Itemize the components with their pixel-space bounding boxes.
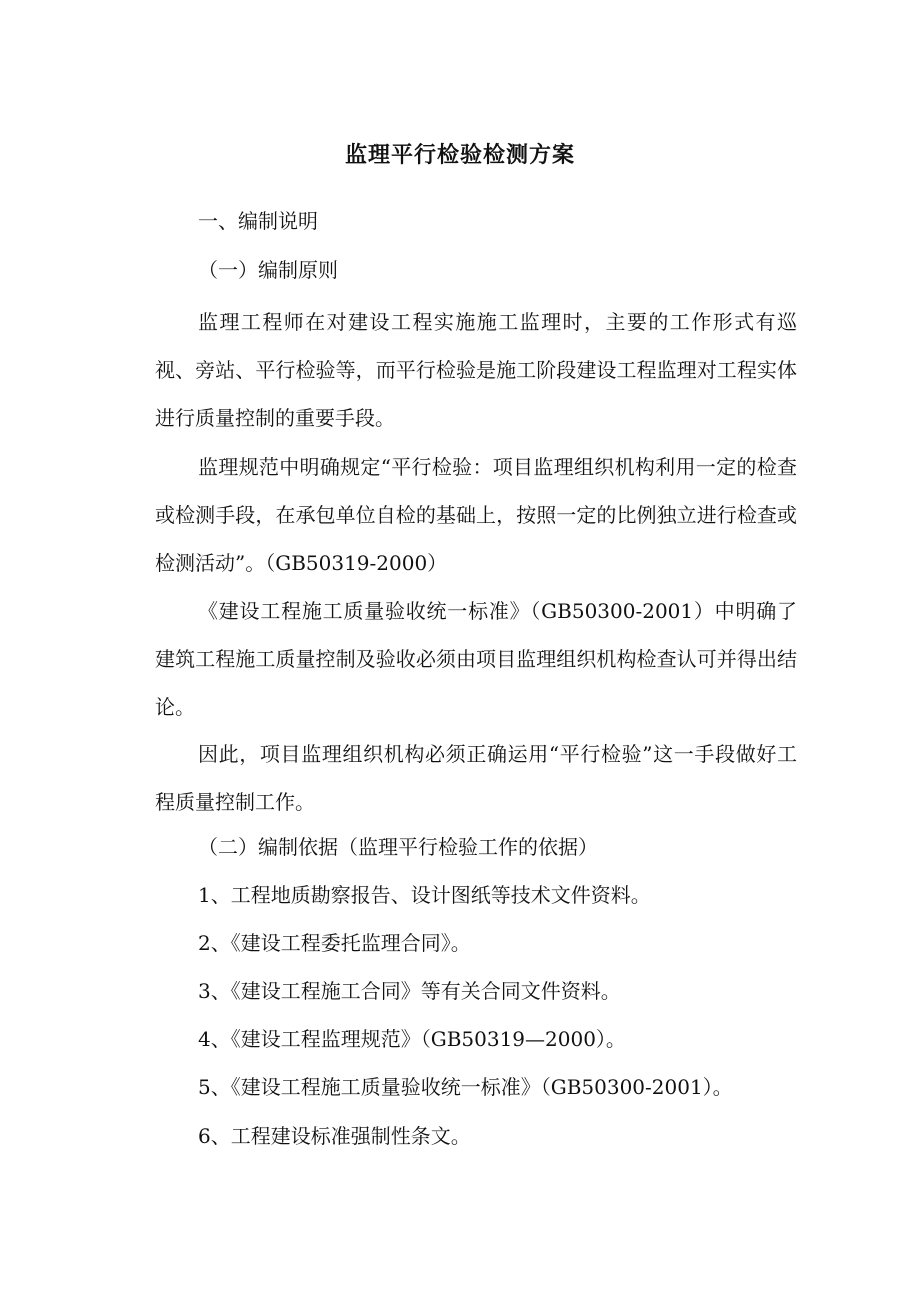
paragraph-principle-3: 《建设工程施工质量验收统一标准》（GB50300-2001）中明确了建筑工程施工质量控制及验收必须由项目监理组织机构检查认可并得出结论。	[155, 599, 797, 719]
basis-item-5: 5、《建设工程施工质量验收统一标准》（GB50300-2001）。	[198, 1075, 733, 1099]
paragraph-principle-1: 监理工程师在对建设工程实施施工监理时，主要的工作形式有巡视、旁站、平行检验等，而平行检验是施工阶段建设工程监理对工程实体进行质量控制的重要手段。	[155, 310, 797, 430]
section-heading-1: 一、编制说明	[198, 209, 318, 233]
basis-item-4: 4、《建设工程监理规范》（GB50319—2000）。	[198, 1027, 626, 1051]
basis-item-2: 2、《建设工程委托监理合同》。	[198, 931, 471, 955]
basis-item-6: 6、工程建设标准强制性条文。	[198, 1124, 471, 1148]
paragraph-principle-4: 因此，项目监理组织机构必须正确运用“平行检验”这一手段做好工程质量控制工作。	[155, 742, 797, 814]
basis-item-3: 3、《建设工程施工合同》等有关合同文件资料。	[198, 979, 621, 1003]
subsection-heading-2: （二）编制依据（监理平行检验工作的依据）	[198, 835, 598, 859]
paragraph-principle-2: 监理规范中明确规定“平行检验：项目监理组织机构利用一定的检查或检测手段，在承包单位自检的基础上，按照一定的比例独立进行检查或检测活动”。（GB50319-2000）	[155, 455, 797, 575]
subsection-heading-1: （一）编制原则	[198, 258, 338, 282]
basis-item-1: 1、工程地质勘察报告、设计图纸等技术文件资料。	[198, 883, 651, 907]
document-title: 监理平行检验检测方案	[344, 142, 575, 168]
